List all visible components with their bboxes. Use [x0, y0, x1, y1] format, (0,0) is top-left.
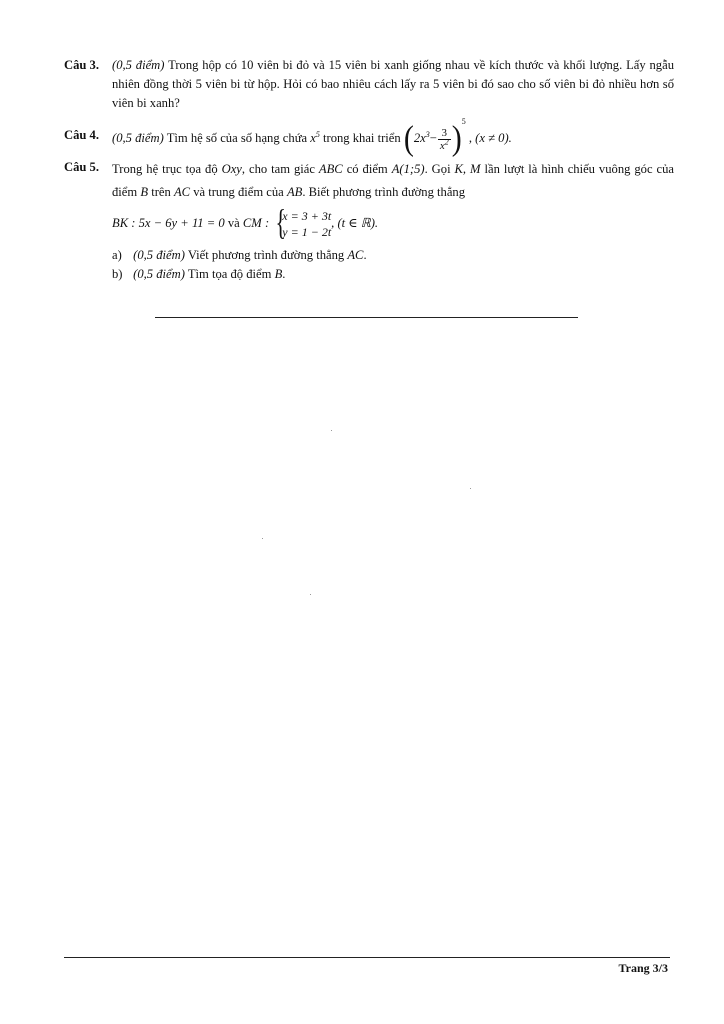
- scan-speck: [262, 538, 263, 539]
- question-5-part-a: a) (0,5 điểm) Viết phương trình đường thẳng AC.: [112, 248, 367, 262]
- question-4-points: (0,5 điểm): [112, 131, 164, 145]
- question-3-text: Trong hộp có 10 viên bi đỏ và 15 viên bi xanh giống nhau về kích thước và khối lượng. Lấy ngẫu nhiên đồng thời 5 viên bi từ hộp. Hỏi có bao nhiêu cách lấy ra 5 viên bi đó sao cho số viên bi đỏ nhiều hơn số viên bi xanh?: [112, 58, 674, 110]
- question-4-body: (0,5 điểm) Tìm hệ số của số hạng chứa $x^5$ trong khai triển ($2x^3-$ $\frac{3}{x^2}$ )$^5$ , (x ≠ 0).: [112, 117, 512, 158]
- question-4-expression: ($2x^3-$ $\frac{3}{x^2}$ )$^5$: [403, 117, 466, 158]
- question-5-part-b: b) (0,5 điểm) Tìm tọa độ điểm B.: [112, 267, 286, 281]
- question-5: [64, 158, 674, 284]
- question-5-equations: BK : 5x − 6y + 11 = 0 và CM : { x = 3 + 3t y = 1 − 2t , (t ∈ ℝ).: [112, 202, 379, 242]
- question-4-text-before: Tìm hệ số của số hạng chứa: [166, 131, 308, 145]
- question-4-text-mid: trong khai triển: [323, 131, 401, 145]
- question-4: [64, 117, 674, 158]
- question-4-label: Câu 4.: [64, 128, 99, 142]
- end-divider: [155, 317, 578, 318]
- footer-divider: [64, 957, 670, 958]
- scan-speck: [331, 430, 332, 431]
- question-3-label: Câu 3.: [64, 58, 99, 72]
- question-4-term: $x^5$: [310, 129, 320, 145]
- bk-equation: BK : 5x − 6y + 11 = 0: [112, 215, 225, 230]
- question-3: [64, 56, 674, 113]
- question-5-body: Trong hệ trục tọa độ Oxy, cho tam giác ABC có điểm A(1;5). Gọi K, M lần lượt là hình chiếu vuông góc của điểm B trên AC và trung điểm của AB. Biết phương trình đường thẳng: [112, 162, 674, 199]
- cm-system: { x = 3 + 3t y = 1 − 2t: [275, 202, 332, 242]
- scan-speck: [310, 594, 311, 595]
- question-4-condition: (x ≠ 0).: [475, 131, 512, 145]
- page-number: Trang 3/3: [618, 961, 668, 975]
- scan-speck: [470, 488, 471, 489]
- question-3-body: [112, 56, 674, 113]
- question-3-points: (0,5 điểm): [112, 58, 165, 72]
- question-5-label: Câu 5.: [64, 160, 99, 174]
